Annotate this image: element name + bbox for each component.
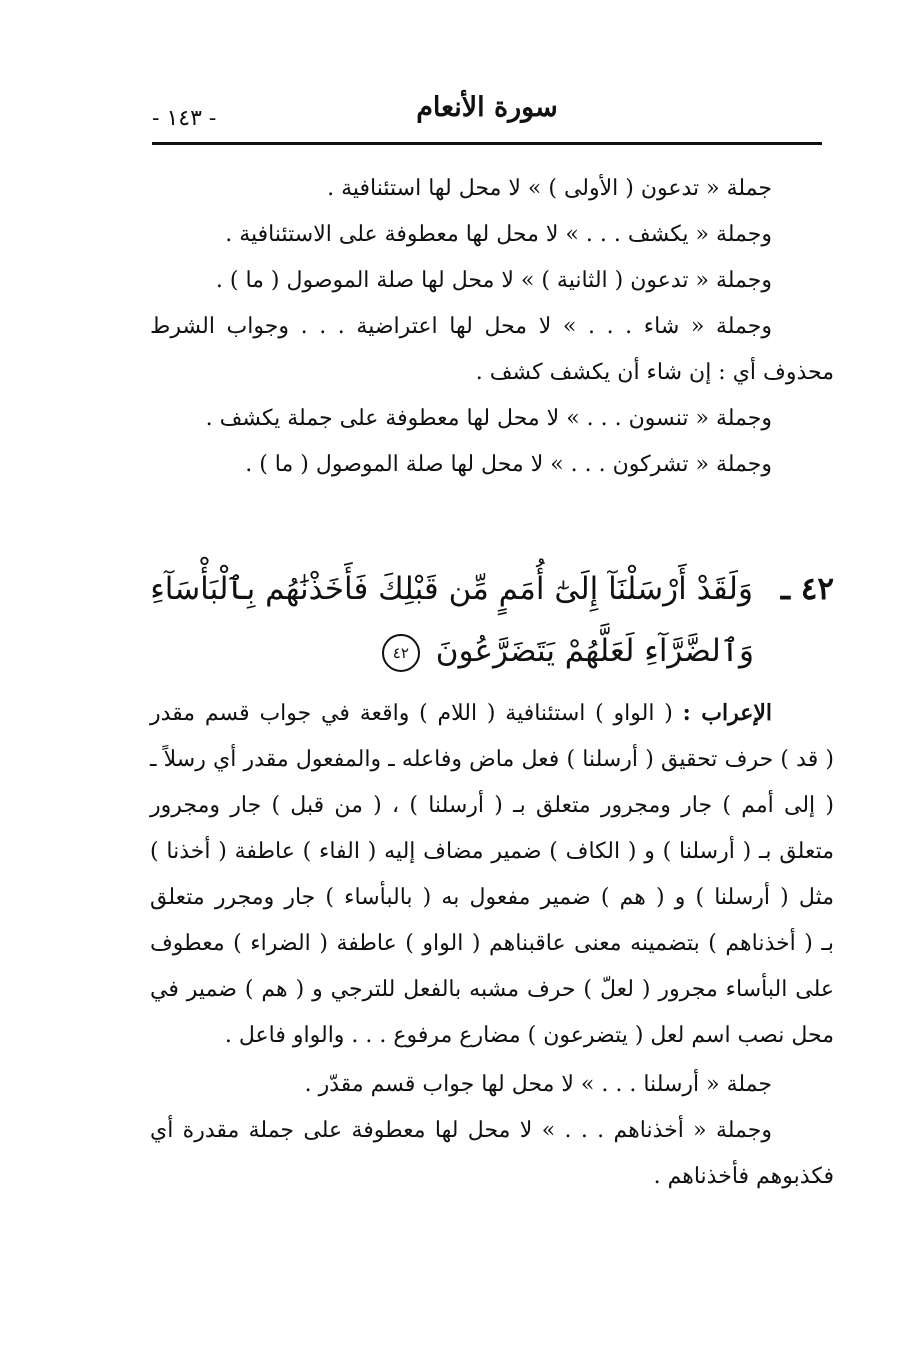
text-line: ( قد ) حرف تحقيق ( أرسلنا ) فعل ماض وفاعله ـ والمفعول مقدر أي رسلاً ـ: [150, 747, 834, 772]
verse-number: ٤٢ ـ: [780, 571, 834, 607]
irab-section: [150, 690, 834, 1059]
text-line: متعلق بـ ( أرسلنا ) و ( الكاف ) ضمير مضاف إليه ( الفاء ) عاطفة ( أخذنا ): [150, 839, 834, 864]
text-line: الإعراب : ( الواو ) استئنافية ( اللام ) واقعة في جواب قسم مقدر: [150, 700, 772, 726]
text-line: بـ ( أخذناهم ) بتضمينه معنى عاقبناهم ( الواو ) عاطفة ( الضراء ) معطوف: [150, 931, 834, 956]
verse-line: [150, 558, 834, 620]
text-line: مثل ( أرسلنا ) و ( هم ) ضمير مفعول به ( بالبأساء ) جار ومجرر متعلق: [150, 885, 834, 910]
verse-text: وَٱلضَّرَّآءِ لَعَلَّهُمْ يَتَضَرَّعُونَ: [435, 633, 754, 669]
page-header: [152, 92, 822, 144]
quran-verse: [150, 558, 834, 682]
text-line: وجملة « يكشف . . . » لا محل لها معطوفة على الاستئنافية .: [225, 222, 772, 247]
irab-label: الإعراب :: [682, 700, 772, 726]
verse-text: وَلَقَدْ أَرْسَلْنَآ إِلَىٰٓ أُمَمٍ مِّن قَبْلِكَ فَأَخَذْنَٰهُم بِٱلْبَأْسَآءِ: [150, 571, 753, 607]
text-line: جملة « أرسلنا . . . » لا محل لها جواب قسم مقدّر .: [304, 1072, 772, 1097]
text-line: وجملة « أخذناهم . . . » لا محل لها معطوفة على جملة مقدرة أي: [150, 1118, 772, 1143]
surah-title: سورة الأنعام: [416, 92, 558, 123]
text-line: محل نصب اسم لعل ( يتضرعون ) مضارع مرفوع . . . والواو فاعل .: [224, 1023, 834, 1048]
verse-line: [150, 620, 834, 682]
text-line: جملة « تدعون ( الأولى ) » لا محل لها استئنافية .: [327, 176, 772, 201]
verse-end-marker: ٤٢: [382, 634, 420, 672]
text-line: محذوف أي : إن شاء أن يكشف كشف .: [475, 360, 834, 385]
page-number: - ١٤٣ -: [152, 106, 217, 131]
text-line: فكذبوهم فأخذناهم .: [653, 1164, 834, 1189]
text-line: ( إلى أمم ) جار ومجرور متعلق بـ ( أرسلنا ) ، ( من قبل ) جار ومجرور: [150, 793, 834, 818]
sentence-analysis-section: [150, 166, 834, 488]
text-line: وجملة « تنسون . . . » لا محل لها معطوفة على جملة يكشف .: [205, 406, 772, 431]
header-divider: [152, 142, 822, 145]
text-line: وجملة « شاء . . . » لا محل لها اعتراضية . . . وجواب الشرط: [150, 314, 772, 339]
sentence-analysis-section-2: [150, 1062, 834, 1200]
text-line: وجملة « تشركون . . . » لا محل لها صلة الموصول ( ما ) .: [245, 452, 772, 477]
text-line: وجملة « تدعون ( الثانية ) » لا محل لها صلة الموصول ( ما ) .: [215, 268, 772, 293]
text-line: على البأساء مجرور ( لعلّ ) حرف مشبه بالفعل للترجي و ( هم ) ضمير في: [150, 977, 834, 1002]
